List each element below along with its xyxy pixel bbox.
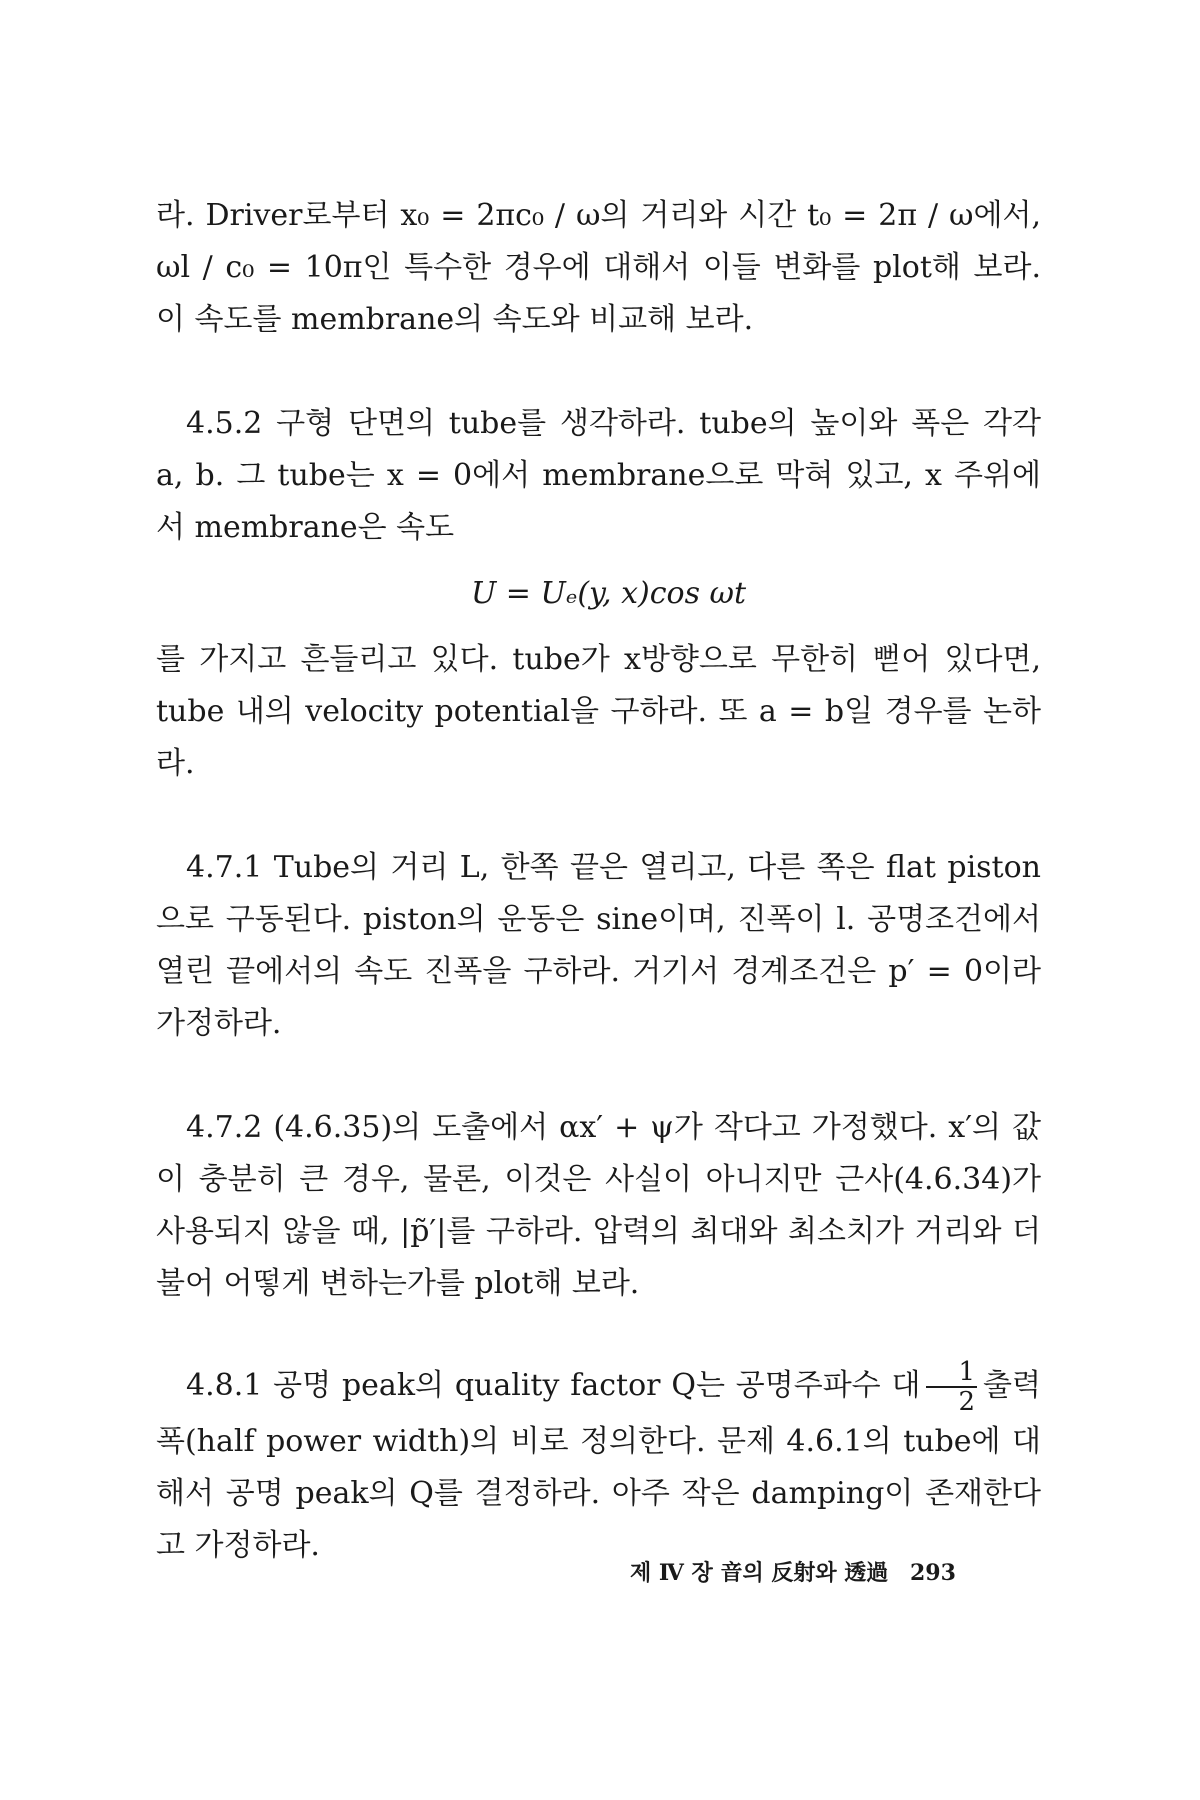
fraction-numerator: 1 (926, 1358, 977, 1388)
problem-4-8-1 (156, 1358, 1041, 1572)
fraction-denominator: 2 (958, 1387, 976, 1417)
page-number: 293 (909, 1560, 956, 1586)
paragraph-continuation: 라. Driver로부터 x₀ = 2πc₀ / ω의 거리와 시간 t₀ = 2π / ω에서, ωl / c₀ = 10π인 특수한 경우에 대해서 이들 변화를 plot해 보라. 이 속도를 membrane의 속도와 비교해 보라. (156, 198, 1041, 337)
one-half-fraction (926, 1358, 977, 1416)
page-body (156, 190, 1041, 1572)
problem-4-8-1-text-end: 출력폭(half power width)의 비로 정의한다. 문제 4.6.1의 tube에 대해서 공명 peak의 Q를 결정하라. 아주 작은 damping이 존재한다고 가정하라. (156, 1368, 1041, 1563)
problem-4-7-1: 4.7.1 Tube의 거리 L, 한쪽 끝은 열리고, 다른 쪽은 flat piston으로 구동된다. piston의 운동은 sine이며, 진폭이 l. 공명조건에서 열린 끝에서의 속도 진폭을 구하라. 거기서 경계조건은 p′ = 0이라 가정하라. (156, 850, 1041, 1041)
problem-4-5-2: 4.5.2 구형 단면의 tube를 생각하라. tube의 높이와 폭은 각각 a, b. 그 tube는 x = 0에서 membrane으로 막혀 있고, x 주위에서 membrane은 속도 (156, 406, 1041, 545)
velocity-equation: U = Uₑ(y, x)cos ωt (470, 576, 747, 611)
problem-4-8-1-text-start: 4.8.1 공명 peak의 quality factor Q는 공명주파수 대 (186, 1368, 921, 1403)
chapter-title: 제 Ⅳ 장 音의 反射와 透過 (630, 1560, 889, 1586)
page-footer (630, 1556, 1050, 1587)
problem-4-5-2-continued: 를 가지고 흔들리고 있다. tube가 x방향으로 무한히 뻗어 있다면, tube 내의 velocity potential을 구하라. 또 a = b일 경우를 논하라. (156, 642, 1041, 781)
problem-4-7-2: 4.7.2 (4.6.35)의 도출에서 αx′ + ψ가 작다고 가정했다. x′의 값이 충분히 큰 경우, 물론, 이것은 사실이 아니지만 근사(4.6.34)가 사용되지 않을 때, |p̃′|를 구하라. 압력의 최대와 최소치가 거리와 더불어 어떻게 변하는가를 plot해 보라. (156, 1110, 1041, 1301)
